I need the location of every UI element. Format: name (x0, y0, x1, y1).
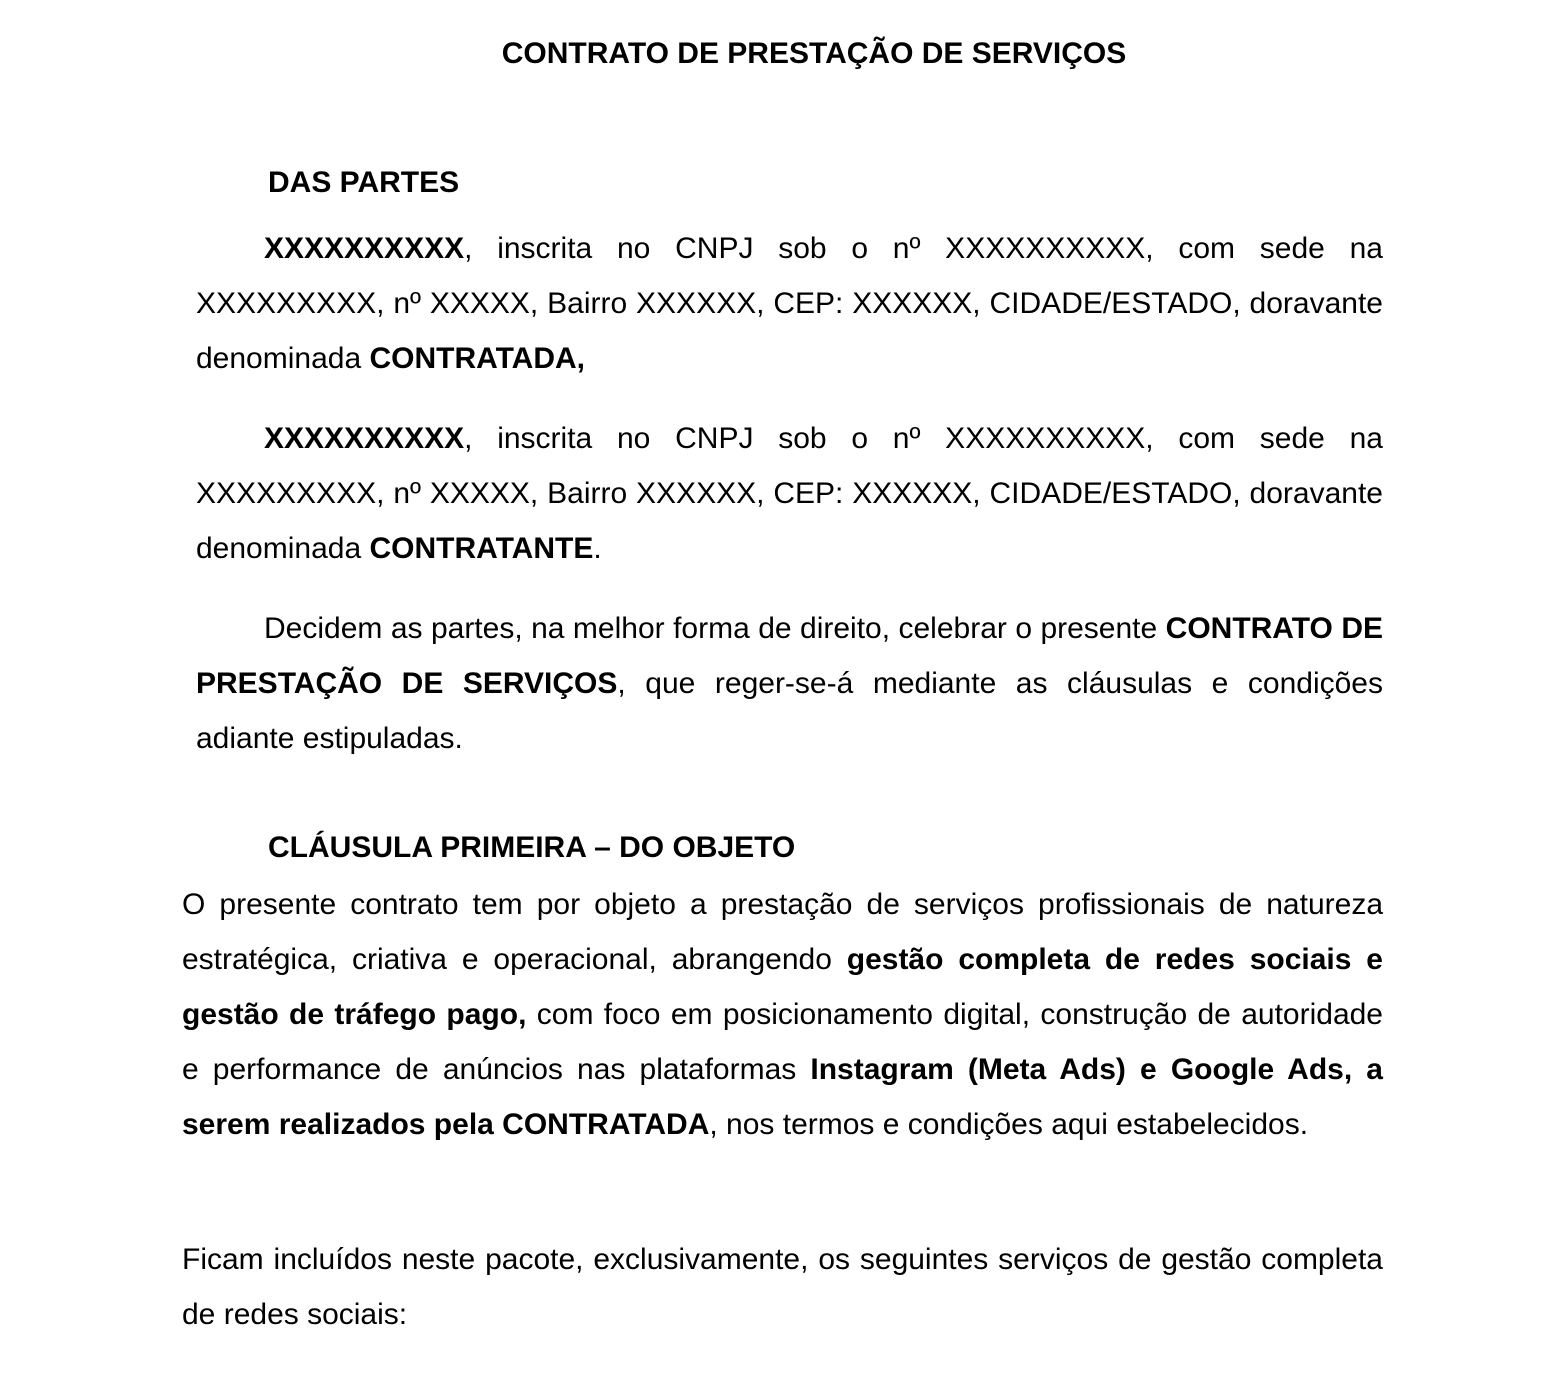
clause-1-text-1: O presente contrato tem por objeto a prestação de serviços profissionais de natureza estratégica, criativa e operacional, abrangendo (182, 888, 1383, 976)
party-2-role: CONTRATANTE (369, 532, 594, 565)
party-2-details: , inscrita no CNPJ sob o nº XXXXXXXXXX, com sede na XXXXXXXXX, nº XXXXX, Bairro XXXXXX, CEP: XXXXXX, CIDADE/ESTADO, doravante denominada (196, 422, 1383, 565)
clause-1-bold-2: Instagram (Meta Ads) e Google Ads, a serem realizados pela CONTRATADA (182, 1053, 1383, 1141)
clause-1-services-paragraph: Ficam incluídos neste pacote, exclusivamente, os seguintes serviços de gestão completa de redes sociais: (182, 1243, 1383, 1331)
agreement-tail: , que reger-se-á mediante as cláusulas e condições adiante estipuladas. (196, 667, 1383, 755)
party-contratante-paragraph (196, 411, 1383, 576)
parties-heading: DAS PARTES (268, 166, 460, 199)
clause-1-bold-1: gestão completa de redes sociais e gestão de tráfego pago, (182, 943, 1383, 1031)
agreement-paragraph (196, 601, 1383, 766)
party-1-details: , inscrita no CNPJ sob o nº XXXXXXXXXX, com sede na XXXXXXXXX, nº XXXXX, Bairro XXXXXX, CEP: XXXXXX, CIDADE/ESTADO, doravante denominada (196, 232, 1383, 375)
party-2-end: . (593, 532, 602, 565)
clause-1-object-paragraph (182, 877, 1383, 1152)
clause-1-text-2: com foco em posicionamento digital, construção de autoridade e performance de anúncios nas plataformas (182, 998, 1383, 1086)
document-title: CONTRATO DE PRESTAÇÃO DE SERVIÇOS (501, 37, 1127, 70)
clause-1-text-3: , nos termos e condições aqui estabelecidos. (709, 1108, 1309, 1141)
agreement-lead: Decidem as partes, na melhor forma de direito, celebrar o presente (264, 612, 1166, 645)
party-contratada-paragraph (196, 221, 1383, 386)
clause-1-heading: CLÁUSULA PRIMEIRA – DO OBJETO (268, 831, 796, 864)
party-1-name: XXXXXXXXXX (264, 232, 465, 265)
agreement-contract-name: CONTRATO DE PRESTAÇÃO DE SERVIÇOS (196, 612, 1383, 700)
party-2-name: XXXXXXXXXX (264, 422, 465, 455)
party-1-role: CONTRATADA, (369, 342, 585, 375)
